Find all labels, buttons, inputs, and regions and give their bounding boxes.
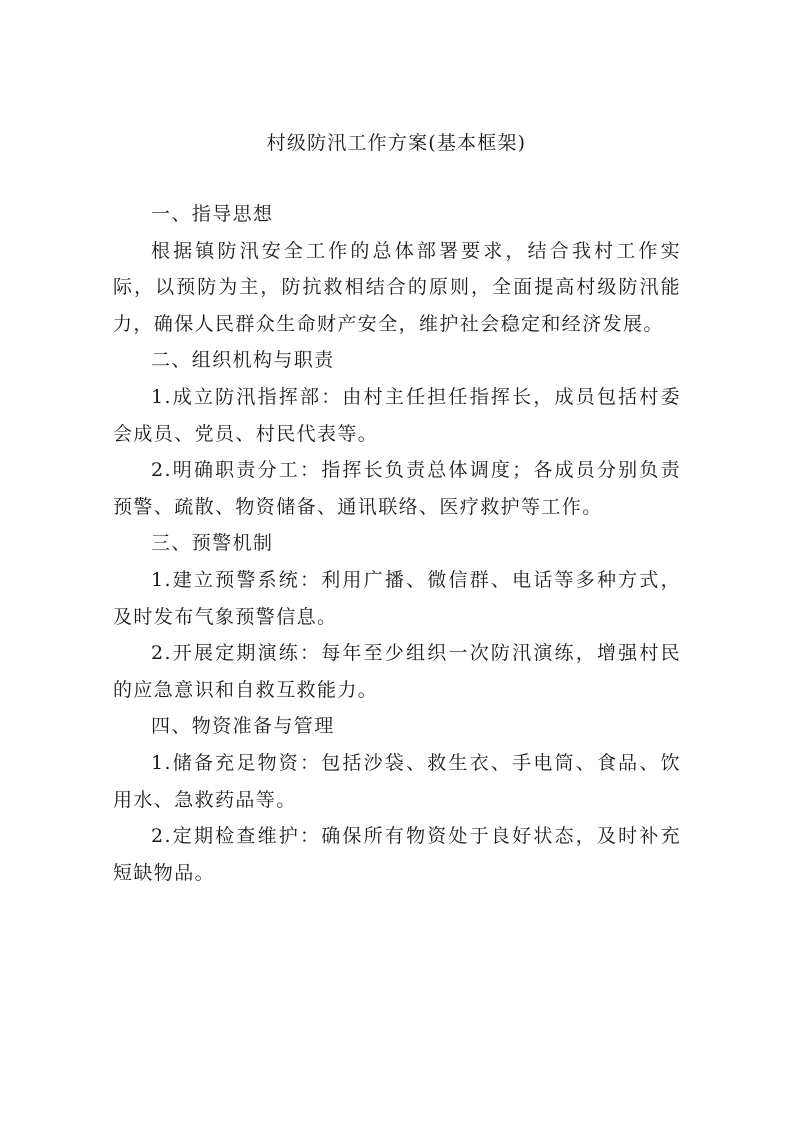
list-item: 1.储备充足物资：包括沙袋、救生衣、手电筒、食品、饮用水、急救药品等。 [113,751,681,811]
section-heading: 三、预警机制 [151,532,274,555]
document-title: 村级防汛工作方案(基本框架) [266,132,527,154]
section-heading: 二、组织机构与职责 [151,349,335,372]
list-item: 2.定期检查维护：确保所有物资处于良好状态，及时补充短缺物品。 [113,825,681,884]
section-heading: 四、物资准备与管理 [151,715,335,738]
document-body [113,196,681,891]
list-item: 1.建立预警系统：利用广播、微信群、电话等多种方式，及时发布气象预警信息。 [113,568,681,628]
list-item: 1.成立防汛指挥部：由村主任担任指挥长，成员包括村委会成员、党员、村民代表等。 [113,385,681,445]
list-item: 2.开展定期演练：每年至少组织一次防汛演练，增强村民的应急意识和自救互救能力。 [113,642,681,701]
paragraph: 根据镇防汛安全工作的总体部署要求，结合我村工作实际，以预防为主，防抗救相结合的原则，全面提高村级防汛能力，确保人民群众生命财产安全，维护社会稳定和经济发展。 [113,239,681,335]
section-heading: 一、指导思想 [151,203,274,225]
list-item: 2.明确职责分工：指挥长负责总体调度；各成员分别负责预警、疏散、物资储备、通讯联络、医疗救护等工作。 [113,459,681,518]
